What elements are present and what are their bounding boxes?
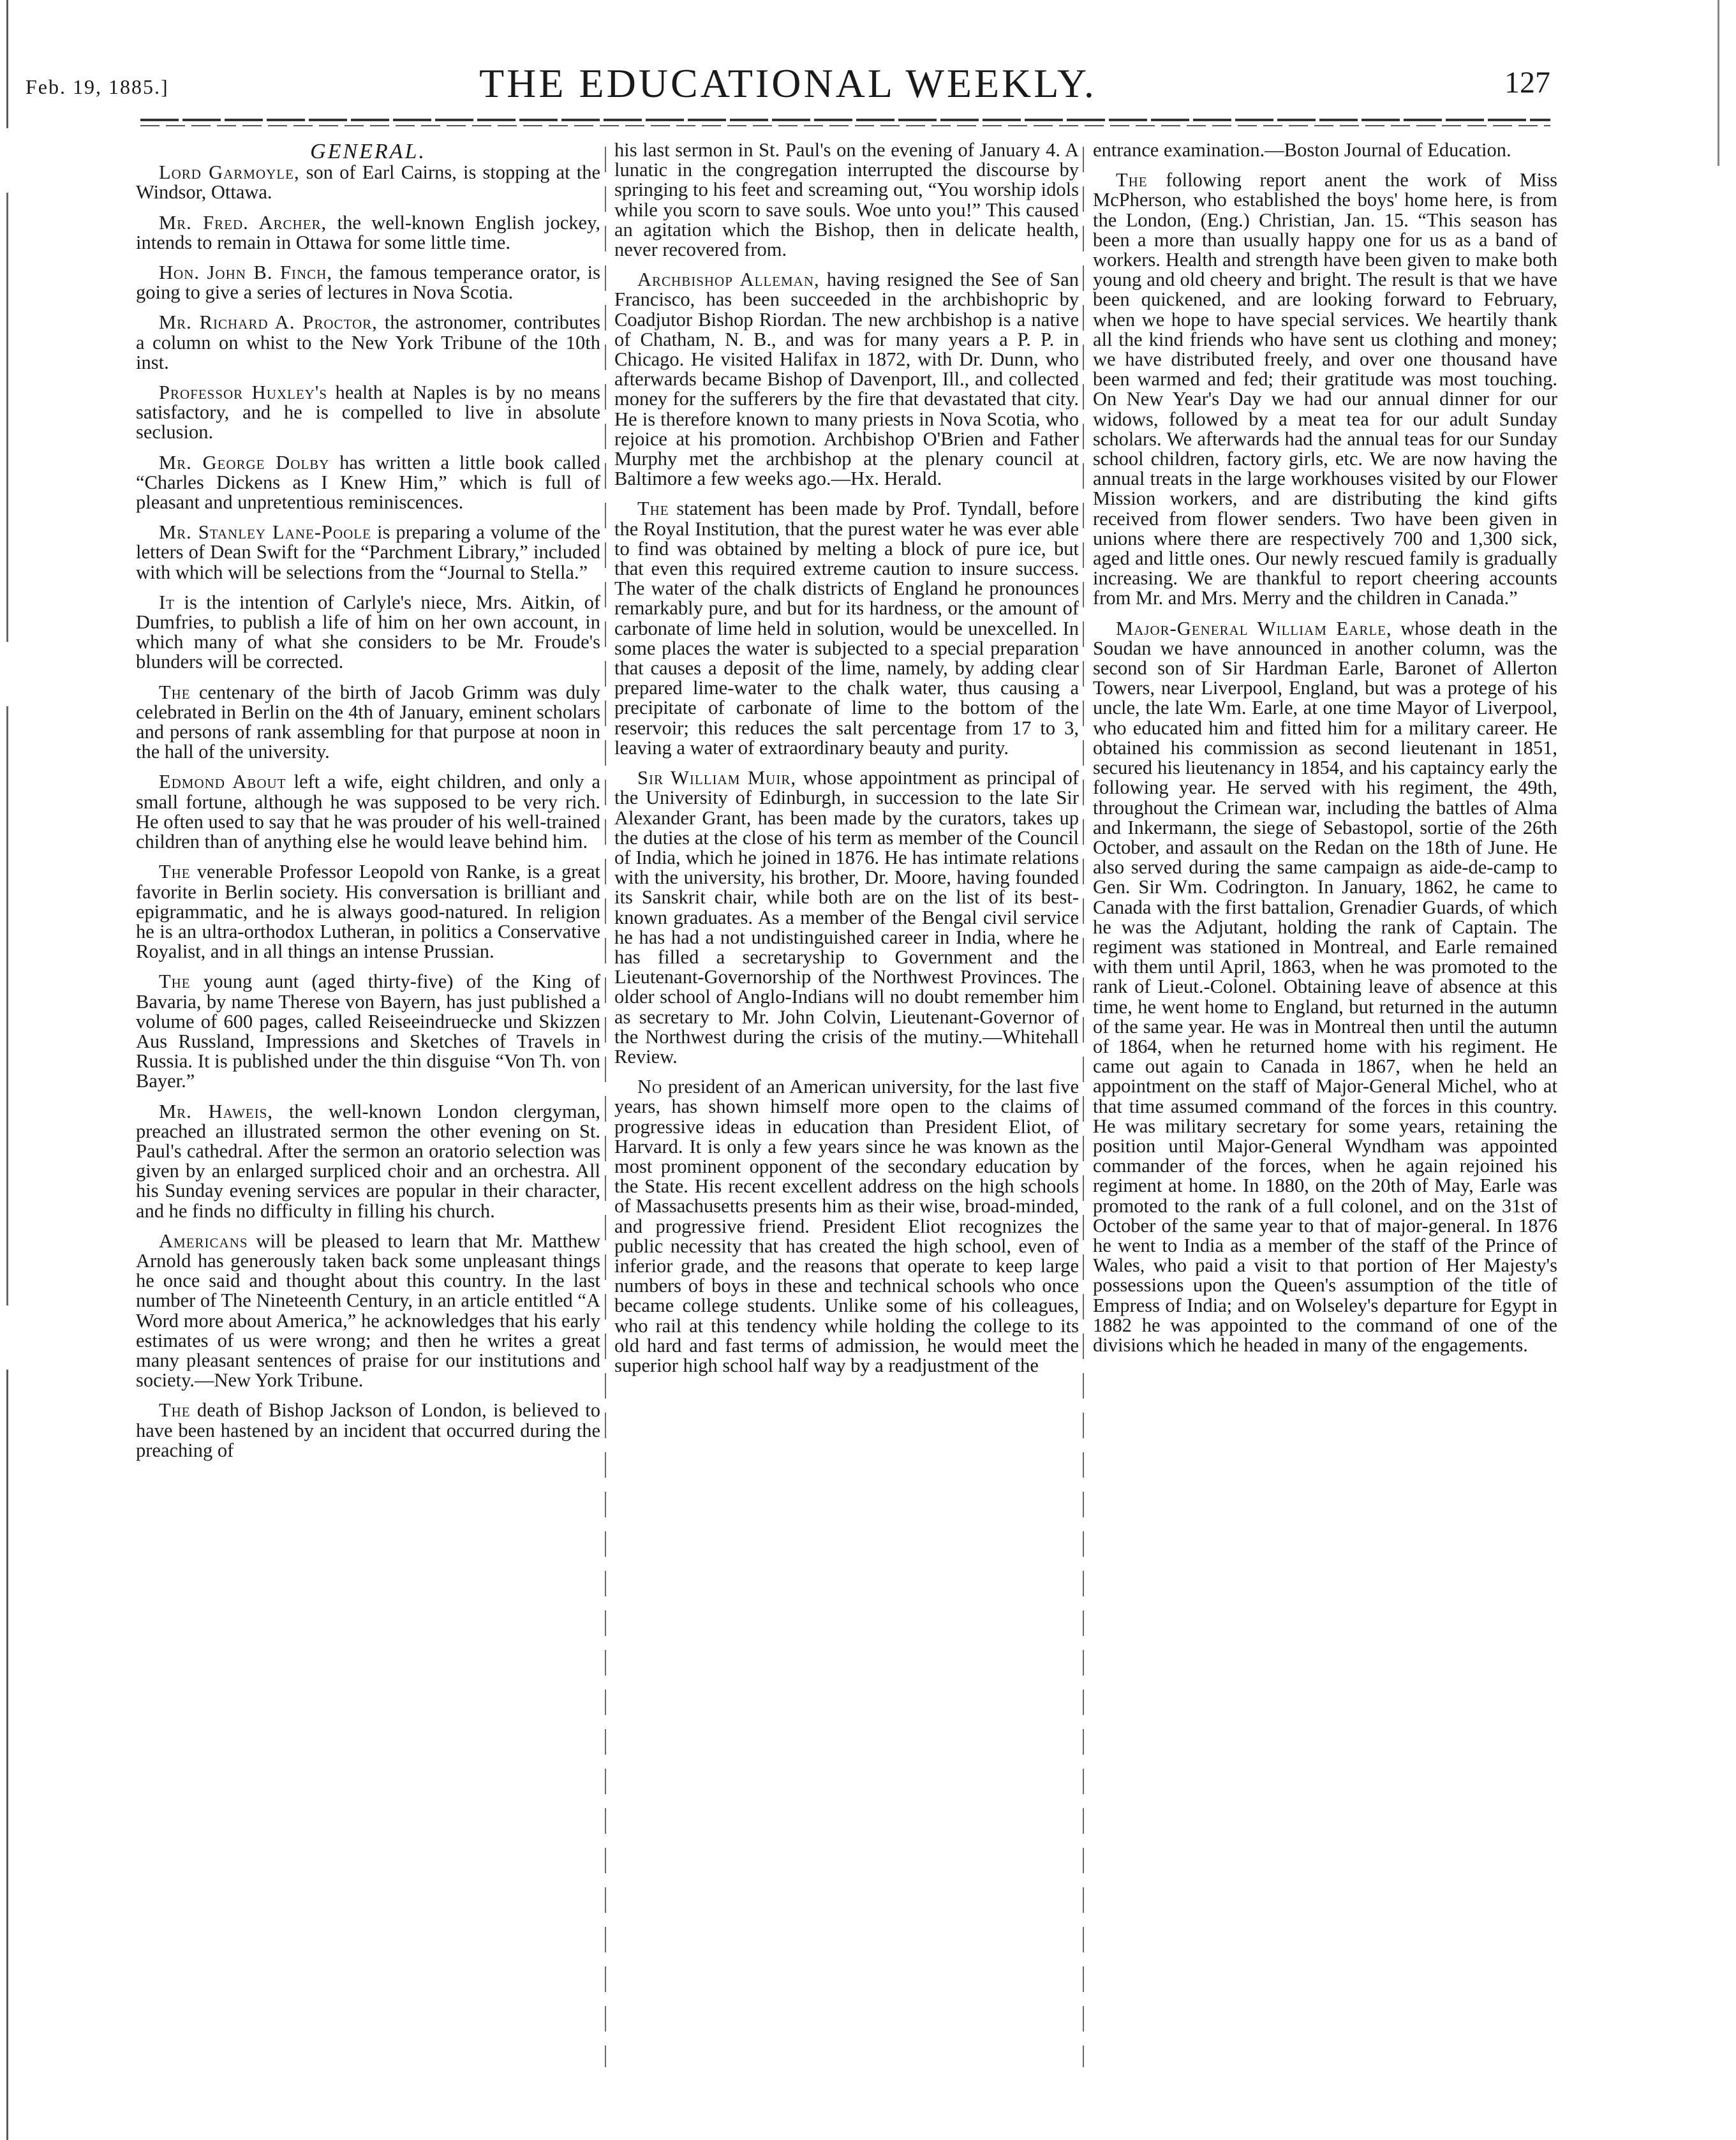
article-paragraph (136, 383, 600, 443)
column-divider (605, 147, 606, 2067)
scan-edge-right (1717, 0, 1719, 166)
paragraph-text: venerable Professor Leopold von Ranke, is a great favorite in Berlin society. His conversation is brilliant and epigrammatic, and he is always good-natured. In religion he is an ultra-orthodox Lutheran, in politics a Conservative Royalist, and in all things an intense Prussian. (136, 861, 600, 963)
page-header (26, 56, 1550, 114)
paragraph-lead: The (159, 861, 191, 883)
paragraph-text: health at Naples is by no means satisfactory, and he is compelled to live in absolute seclusion. (136, 382, 600, 443)
paragraph-text: president of an American university, for the last five years, has shown himself more open to the claims of progressive ideas in education than President Eliot, of Harvard. It is only a few years since he was known as the most prominent opponent of the secondary education by the State. His recent excellent address on the high schools of Massachusetts presents him as their wise, broad-minded, and progressive friend. President Eliot recognizes the public necessity that has created the high school, even of inferior grade, and the reasons that operate to keep large numbers of boys in these and technical schools who once became college students. Unlike some of his colleagues, who rail at this tendency while holding the college to its old hard and fast terms of admission, he would meet the superior high school half way by a readjustment of the (614, 1076, 1079, 1376)
scan-edge-left (6, 0, 8, 2140)
header-rule (140, 119, 1550, 121)
paragraph-lead: Americans (159, 1230, 248, 1252)
article-paragraph (614, 270, 1079, 489)
paragraph-text: whose death in the Soudan we have announced in another column, was the second son of Sir Hardman Earle, Baronet of Allerton Towers, near Liverpool, England, but was a protege of his uncle, the late Wm. Earle, at one time Mayor of Liverpool, who educated him and fitted him for a military career. He obtained his commission as second lieutenant in 1851, secured his lieutenancy in 1854, and his captaincy early the following year. He served with his regiment, the 49th, throughout the Crimean war, including the battles of Alma and Inkermann, the siege of Sebastopol, sortie of the 26th October, and assault on the Redan on the 18th of June. He also served during the same campaign as aide-de-camp to Gen. Sir Wm. Codrington. In January, 1862, he came to Canada with the first battalion, Grenadier Guards, of which he was the Adjutant, holding the rank of Captain. The regiment was stationed in Montreal, and Earle remained with them until April, 1863, when he was promoted to the rank of Lieut.-Colonel. Obtaining leave of absence at this time, he went home to England, but returned in the autumn of the same year. He was in Montreal then until the autumn of 1864, when he returned home with his regiment. He came out again to Canada in 1867, when he held an appointment on the staff of Major-General Michel, who at that time assumed command of the forces in this country. He was military secretary for some years, retaining the position until Major-General Wyndham was appointed commander of the forces, when he again rejoined his regiment at home. In 1880, on the 20th of May, Earle was promoted to the rank of a full colonel, and on the 31st of October of the same year to that of major-general. In 1876 he went to India as a member of the staff of the Prince of Wales, who paid a visit to that portion of Her Majesty's possessions upon the Queen's assumption of the title of Empress of India; and on Wolseley's departure for Egypt in 1882 he was appointed to the command of one of the divisions which he headed in many of the engagements. (1093, 617, 1558, 1356)
column-right (1093, 140, 1557, 1365)
article-paragraph (136, 862, 600, 962)
article-paragraph (614, 768, 1079, 1067)
article-paragraph (614, 499, 1079, 758)
issue-date: Feb. 19, 1885.] (26, 75, 169, 98)
page-number: 127 (1504, 66, 1550, 100)
article-paragraph (136, 1231, 600, 1391)
paragraph-lead: It (159, 591, 175, 613)
paragraph-text: young aunt (aged thirty-five) of the King of Bavaria, by name Therese von Bayern, has just published a volume of 600 pages, called Reiseeindruecke und Skizzen Aus Russland, Impressions and Sketches of Travels in Russia. It is published under the thin disguise “Von Th. von Bayer.” (136, 970, 600, 1092)
paragraph-text: whose appointment as principal of the University of Edinburgh, in succession to the late Sir Alexander Grant, has been made by the curators, takes up the duties at the close of his term as member of the Council of India, which he joined in 1876. He has intimate relations with the university, his brother, Dr. Moore, having founded its Sanskrit chair, while both are on the list of its best-known graduates. As a member of the Bengal civil service he has had a not undistinguished career in India, where he has filled a secretaryship to Government and the Lieutenant-Governorship of the Northwest Provinces. The older school of Anglo-Indians will no doubt remember him as secretary to Mr. John Colvin, Lieutenant-Governor of the Northwest during the crisis of the mutiny.—Whitehall Review. (614, 767, 1079, 1067)
paragraph-text: his last sermon in St. Paul's on the evening of January 4. A lunatic in the congregation interrupted the discourse by springing to his feet and screaming out, “You worship idols while you scorn to save souls. Woe unto you!” This caused an agitation which the Bishop, then in delicate health, never recovered from. (614, 139, 1079, 261)
article-paragraph (614, 140, 1079, 260)
article-paragraph (136, 313, 600, 373)
paragraph-lead: Edmond About (159, 771, 286, 793)
paragraph-lead: Archbishop Alleman, (637, 269, 820, 291)
paragraph-text: son of Earl Cairns, is stopping at the Windsor, Ottawa. (136, 161, 601, 204)
section-heading: GENERAL. (310, 140, 426, 163)
paragraph-text: has written a little book called “Charles Dickens as I Knew Him,” which is full of pleasant and unpretentious reminiscences. (136, 451, 600, 514)
column-left (136, 140, 600, 1471)
column-middle (614, 140, 1079, 1386)
paragraph-text: following report anent the work of Miss McPherson, who established the boys' home here, is from the London, (Eng.) Christian, Jan. 15. “This season has been a more than usually happy one for us as a band of workers. Health and strength have been given to make both young and old cheery and bright. The result is that we have been quickened, and are looking forward to February, when we hope to have special services. We heartily thank all the kind friends who have sent us clothing and money; we have distributed freely, and over one thousand have been warmed and fed; their gratitude was most touching. On New Year's Day we had our annual dinner for our widows, followed by a meat tea for our adult Sunday scholars. We afterwards had the annual teas for our Sunday school children, factory girls, etc. We are now having the annual treats in the large workhouses visited by our Flower Mission workers, and are distributing the kind gifts received from flower senders. Two have been given in unions where there are respectively 700 and 1,300 sick, aged and little ones. Our newly rescued family is gradually increasing. We are thankful to report cheering accounts from Mr. and Mrs. Merry and the children in Canada.” (1093, 169, 1557, 609)
article-paragraph (136, 683, 600, 762)
paragraph-text: centenary of the birth of Jacob Grimm was duly celebrated in Berlin on the 4th of January, eminent scholars and persons of rank assembling for that purpose at noon in the hall of the university. (136, 681, 600, 763)
paragraph-lead: Mr. George Dolby (159, 451, 330, 473)
article-paragraph (136, 593, 600, 672)
paragraph-lead: Sir William Muir, (637, 767, 796, 789)
paragraph-lead: No (637, 1076, 663, 1098)
paragraph-lead: Professor Huxley's (159, 382, 328, 404)
paragraph-text: is the intention of Carlyle's niece, Mrs. Aitkin, of Dumfries, to publish a life of him on her own account, in which many of what she considers to be Mr. Froude's blunders will be corrected. (136, 591, 600, 673)
article-paragraph (136, 263, 600, 302)
paragraph-text: the famous temperance orator, is going to give a series of lectures in Nova Scotia. (136, 262, 600, 304)
article-paragraph (136, 1102, 600, 1221)
paragraph-lead: The (637, 498, 669, 520)
article-paragraph (136, 453, 600, 513)
paragraph-lead: Mr. Fred. Archer, (159, 211, 327, 234)
paragraph-text: entrance examination.—Boston Journal of Education. (1093, 139, 1511, 161)
article-paragraph (136, 213, 600, 253)
article-paragraph (136, 1401, 600, 1460)
paragraph-lead: The (159, 970, 191, 993)
paragraph-lead: Mr. Haweis, (159, 1100, 274, 1122)
publication-title: THE EDUCATIONAL WEEKLY. (479, 61, 1097, 106)
paragraph-text: the well-known English jockey, intends to remain in Ottawa for some little time. (136, 211, 600, 253)
paragraph-lead: The (1116, 169, 1148, 191)
paragraph-lead: The (159, 1399, 191, 1422)
article-paragraph (136, 523, 600, 583)
paragraph-lead: Lord Garmoyle, (159, 161, 300, 184)
paragraph-lead: Mr. Stanley Lane-Poole (159, 521, 371, 544)
article-paragraph (136, 163, 600, 202)
paragraph-text: having resigned the See of San Francisco, has been succeeded in the archbishopric by Coadjutor Bishop Riordan. The new archbishop is a native of Chatham, N. B., and was for many years a P. P. in Chicago. He visited Halifax in 1872, with Dr. Dunn, who afterwards became Bishop of Davenport, Ill., and collected money for the sufferers by the fire that devastated that city. He is therefore known to many priests in Nova Scotia, who rejoice at his promotion. Archbishop O'Brien and Father Murphy met the archbishop at the plenary council at Baltimore a few weeks ago.—Hx. Herald. (614, 269, 1079, 490)
paragraph-text: the well-known London clergyman, preached an illustrated sermon the other evening on St. Paul's cathedral. After the sermon an oratorio selection was given by an enlarged surpliced choir and an orchestra. All his Sunday evening services are popular in their character, and he finds no difficulty in filling his church. (136, 1100, 600, 1222)
article-paragraph (1093, 140, 1557, 160)
article-paragraph (1093, 170, 1557, 608)
paragraph-text: left a wife, eight children, and only a small fortune, although he was supposed to be very rich. He often used to say that he was prouder of his well-trained children than of anything else he would leave behind him. (136, 771, 600, 853)
article-paragraph (136, 772, 600, 852)
header-rule-secondary (140, 125, 1550, 126)
paragraph-text: the astronomer, contributes a column on whist to the New York Tribune of the 10th inst. (136, 311, 600, 373)
column-divider (1083, 147, 1084, 2067)
paragraph-lead: Mr. Richard A. Proctor, (159, 311, 378, 334)
paragraph-lead: The (159, 681, 191, 703)
paragraph-text: statement has been made by Prof. Tyndall, before the Royal Institution, that the purest water he was ever able to find was obtained by melting a block of pure ice, but that even this required extreme caution to insure success. The water of the chalk districts of England he pronounces remarkably pure, and but for its hardness, or the amount of carbonate of lime held in solution, would be unexcelled. In some places the water is subjected to a special preparation that causes a deposit of the lime, namely, by adding clear prepared lime-water to the chalk water, thus causing a precipitate of carbonate of lime to the bottom of the reservoir; this reduces the salt percentage from 17 to 3, leaving a water of extraordinary beauty and purity. (614, 498, 1079, 759)
article-paragraph (136, 972, 600, 1091)
paragraph-text: is preparing a volume of the letters of Dean Swift for the “Parchment Library,” included with which will be selections from the “Journal to Stella.” (136, 521, 600, 583)
article-paragraph (1093, 619, 1557, 1356)
article-paragraph (614, 1077, 1079, 1376)
paragraph-lead: Hon. John B. Finch, (159, 262, 332, 284)
paragraph-text: death of Bishop Jackson of London, is believed to have been hastened by an incident that occurred during the preaching of (136, 1399, 600, 1461)
paragraph-lead: Major-General William Earle, (1116, 617, 1392, 639)
paragraph-text: will be pleased to learn that Mr. Matthew Arnold has generously taken back some unpleasant things he once said and thought about this country. In the last number of The Nineteenth Century, in an article entitled “A Word more about America,” he acknowledges that his early estimates of us were wrong; and then he writes a great many pleasant sentences of praise for our institutions and society.—New York Tribune. (136, 1230, 600, 1392)
